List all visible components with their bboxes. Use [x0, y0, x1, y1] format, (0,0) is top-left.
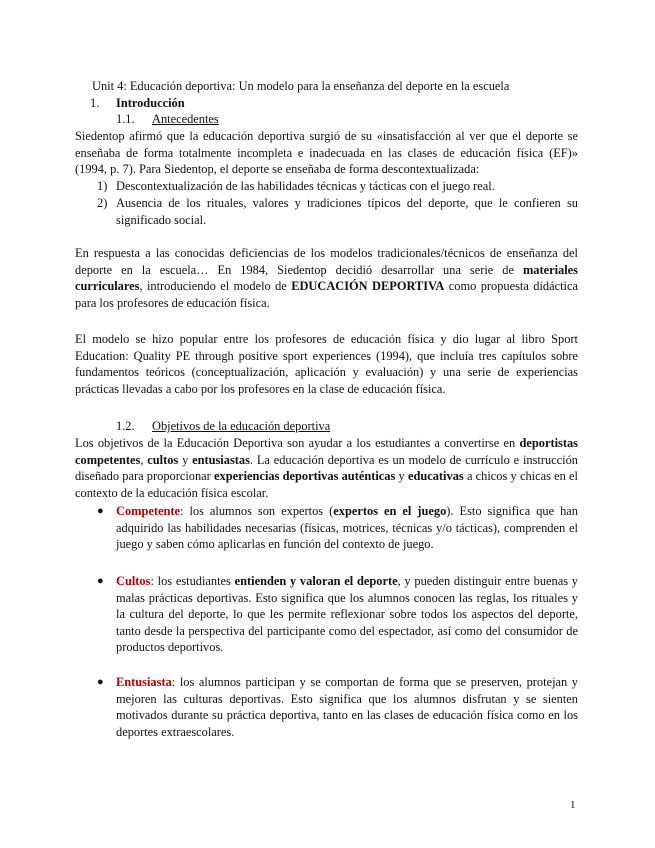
section-1-title: Introducción	[116, 96, 185, 110]
bullet-competente: Competente: los alumnos son expertos (expertos en el juego). Esto significa que han adquirido las habilidades necesarias (físicas, motrices, técnicas y/o tácticas), comprenden el juego y saben cómo aplicarlas en función del contexto de juego.	[116, 504, 579, 551]
bullet-icon: ●	[97, 575, 104, 587]
subsection-1-1-title: Antecedentes	[152, 112, 219, 126]
subsection-1-2-title: Objetivos de la educación deportiva	[152, 419, 331, 433]
subsection-1-2-number: 1.2.	[116, 419, 135, 433]
bullet-icon: ●	[97, 505, 104, 517]
paragraph-objetivos: Los objetivos de la Educación Deportiva son ayudar a los estudiantes a convertirse en deportistas competentes, cultos y entusiastas. La educación deportiva es un modelo de currículo e instrucción diseñado para proporcionar experiencias deportivas auténticas y educativas a chicos y chicas en el contexto de la educación física escolar.	[75, 436, 578, 500]
bullet-icon: ●	[97, 676, 104, 688]
paragraph-modelo: El modelo se hizo popular entre los profesores de educación física y dio lugar al libro Sport Education: Quality PE through positive sport experiences (1994), que incluía tres capítulos sobre fundamentos teóricos (conceptualización, aplicación y evaluación) y una serie de experiencias prácticas llevadas a cabo por los profesores en la clase de educación física.	[75, 332, 578, 396]
page-number: 1	[570, 799, 576, 811]
list-1-text: Descontextualización de las habilidades técnicas y tácticas con el juego real.	[116, 179, 495, 193]
bullet-entusiasta: Entusiasta: los alumnos participan y se comportan de forma que se preserven, protejan y mejoren las culturas deportivas. Esto significa que los alumnos disfrutan y se sienten motivados durante su práctica deportiva, tanto en las clases de educación física como en los deportes extraescolares.	[116, 675, 578, 739]
paragraph-antecedentes: Siedentop afirmó que la educación deportiva surgió de su «insatisfacción al ver que el deporte se enseñaba de forma totalmente incompleta e inadecuada en las clases de educación física (EF)» (1994, p. 7). Para Siedentop, el deporte se enseñaba de forma descontextualizada:	[75, 129, 578, 176]
bullet-cultos: Cultos: los estudiantes entienden y valoran el deporte, y pueden distinguir entre buenas y malas prácticas deportivas. Esto significa que los alumnos conocen las reglas, los rituales y la cultura del deporte, lo que les permite reflexionar sobre todos los aspectos del deporte, tanto desde la perspectiva del participante como del espectador, así como del consumidor de productos deportivos.	[116, 574, 578, 654]
paragraph-respuesta: En respuesta a las conocidas deficiencias de los modelos tradicionales/técnicos de enseñanza del deporte en la escuela… En 1984, Siedentop decidió desarrollar una serie de materiales curriculares, introduciendo el modelo de EDUCACIÓN DEPORTIVA como propuesta didáctica para los profesores de educación física.	[75, 246, 578, 310]
list-2-number: 2)	[97, 196, 108, 210]
subsection-1-1-number: 1.1.	[116, 112, 135, 126]
list-1-number: 1)	[97, 179, 108, 193]
unit-title: Unit 4: Educación deportiva: Un modelo para la enseñanza del deporte en la escuela	[92, 79, 510, 93]
list-2-text: Ausencia de los rituales, valores y tradiciones típicos del deporte, que le confieren su significado social.	[116, 196, 578, 227]
section-1-number: 1.	[90, 96, 100, 110]
